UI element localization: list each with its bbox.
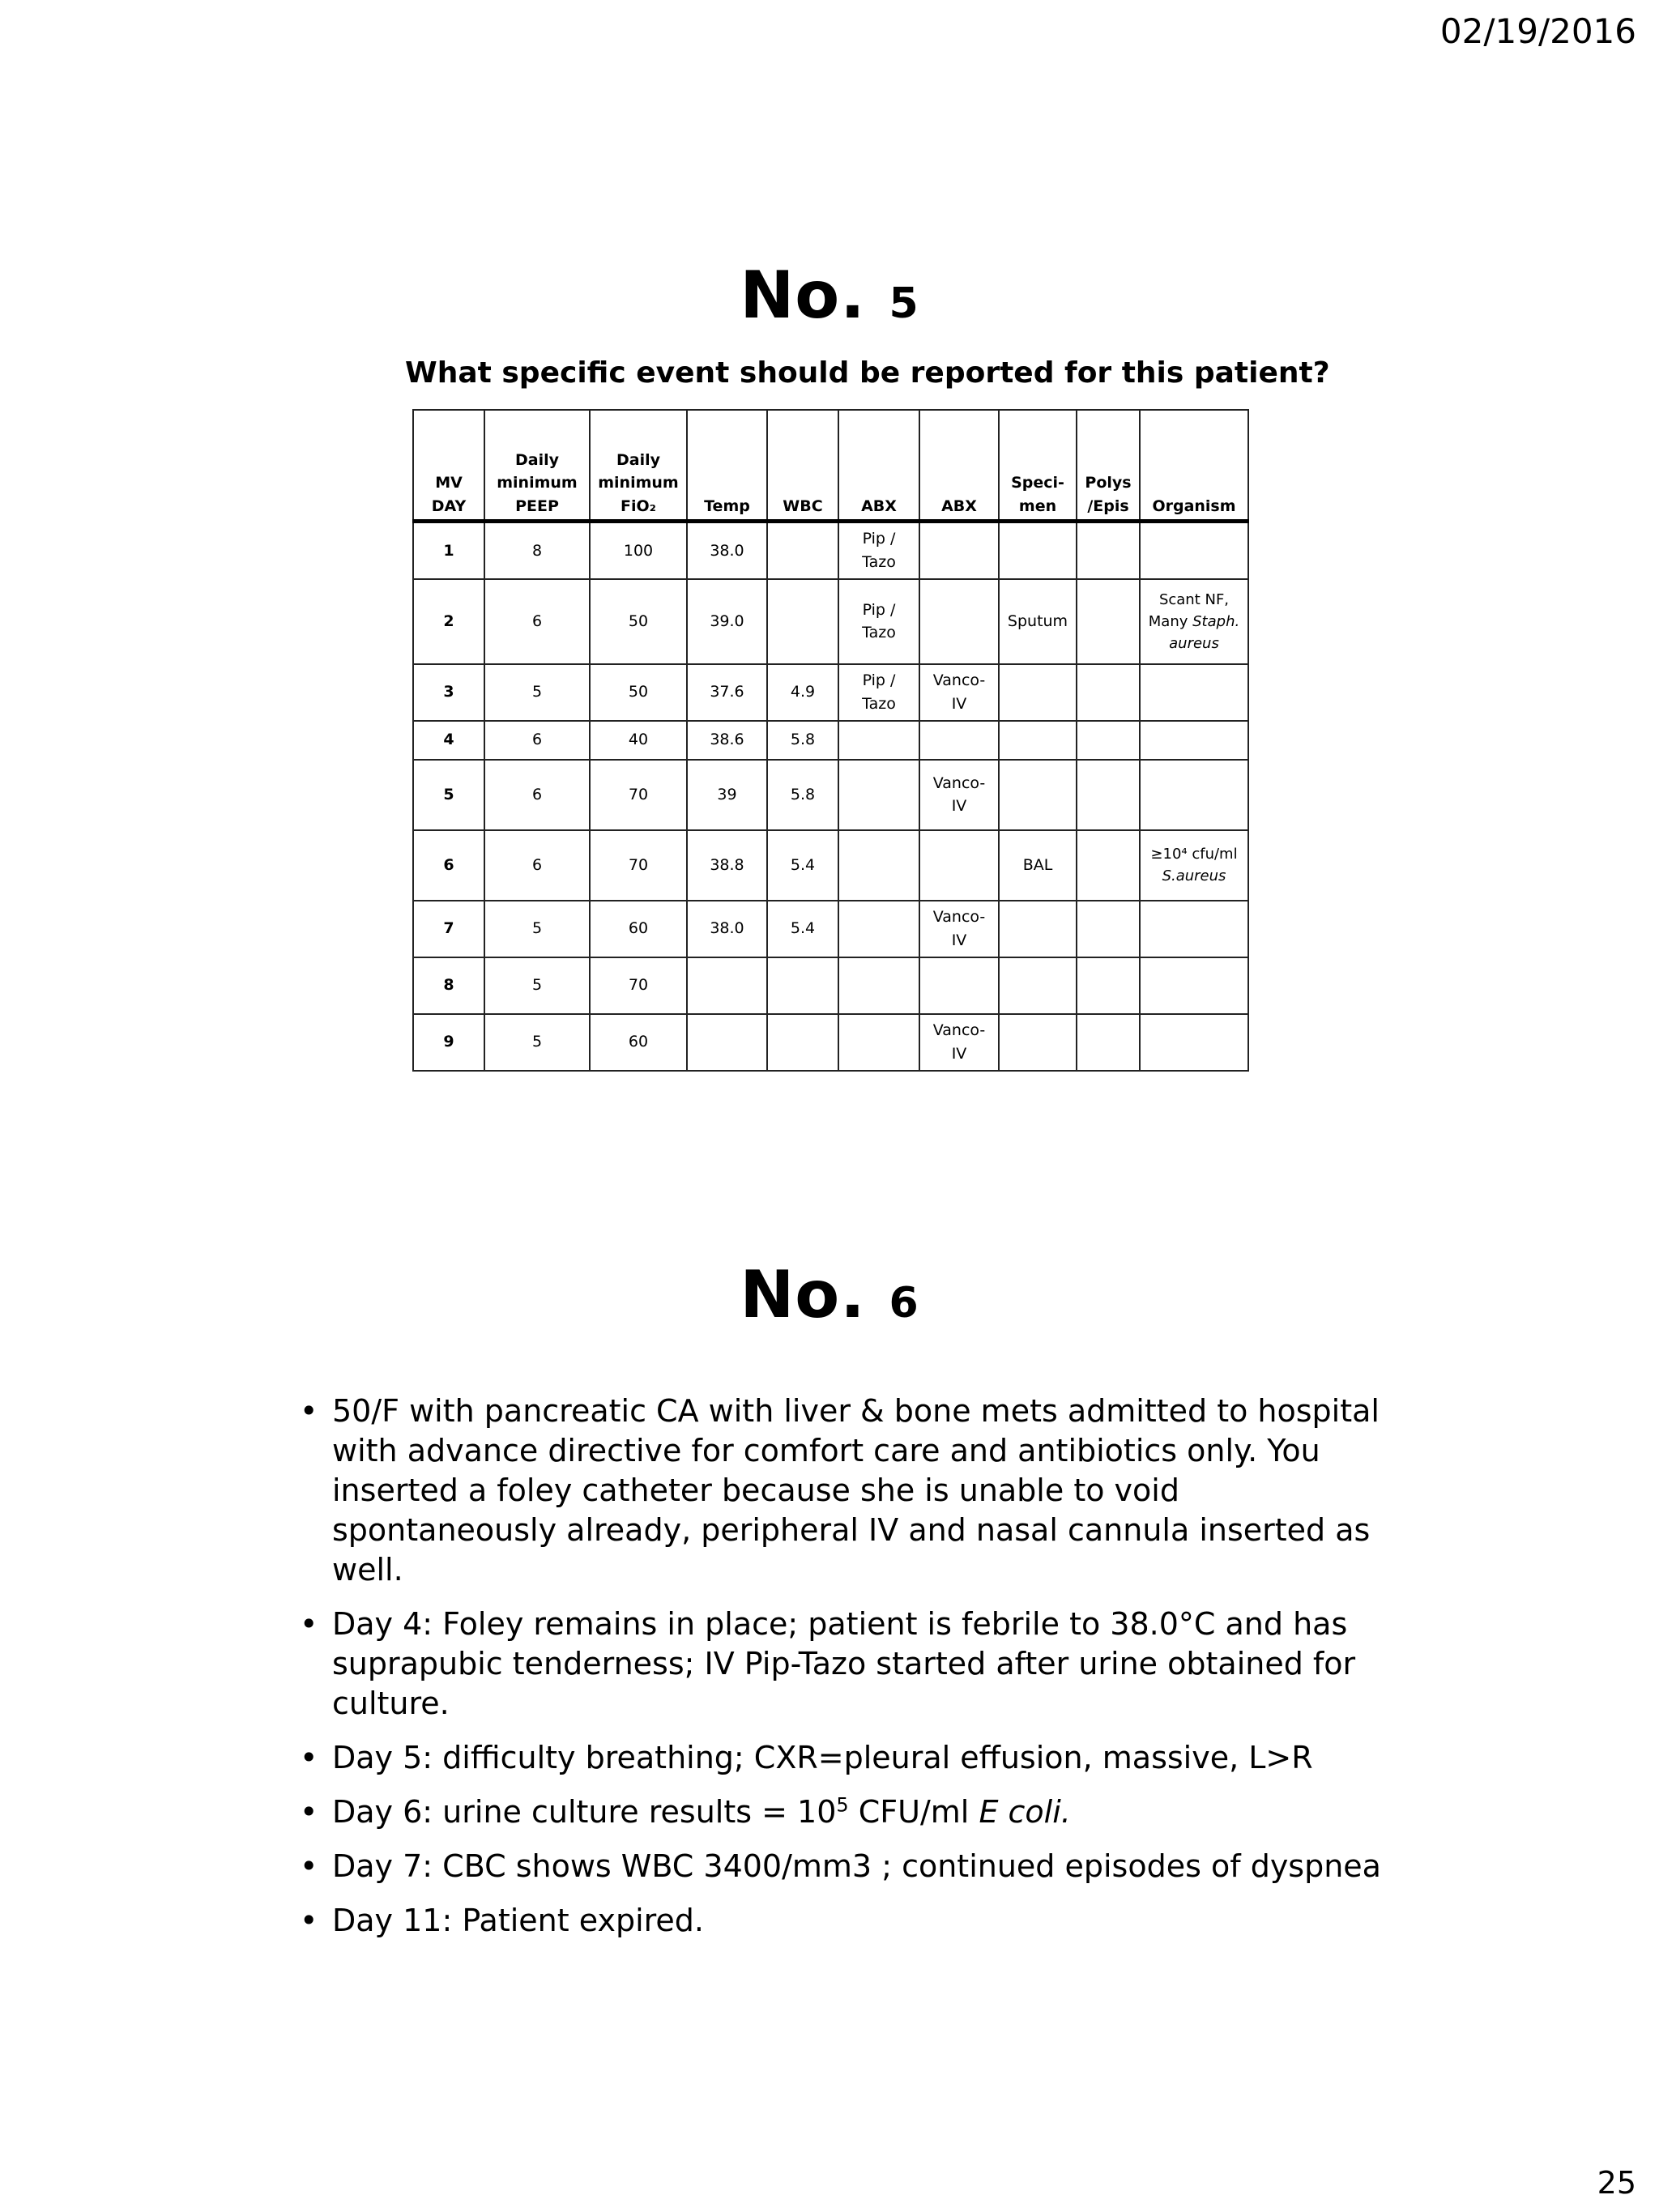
cell-peep: 5: [484, 901, 590, 957]
cell-peep: 6: [484, 721, 590, 760]
case-table-header: [413, 410, 1248, 522]
cell-day: 4: [413, 721, 484, 760]
cell-day: 7: [413, 901, 484, 957]
cell-polys: [1077, 957, 1140, 1014]
cell-organism: [1140, 664, 1248, 721]
cell-peep: 6: [484, 579, 590, 664]
cell-day: 2: [413, 579, 484, 664]
cell-specimen: [999, 721, 1077, 760]
cell-day: 3: [413, 664, 484, 721]
cell-polys: [1077, 901, 1140, 957]
bullet-text-continued: CFU/ml: [848, 1794, 979, 1830]
cell-peep: 5: [484, 664, 590, 721]
bullet-superscript: 5: [836, 1793, 849, 1817]
cell-fio2: 50: [590, 579, 687, 664]
organism-text: ≥10⁴ cfu/ml: [1150, 846, 1238, 863]
cell-specimen: Sputum: [999, 579, 1077, 664]
header-row: [413, 410, 1248, 522]
cell-fio2: 50: [590, 664, 687, 721]
cell-fio2: 40: [590, 721, 687, 760]
cell-temp: 38.0: [687, 522, 767, 579]
cell-organism: [1140, 1014, 1248, 1071]
cell-abx2: Vanco- IV: [919, 664, 999, 721]
table-row: [413, 664, 1248, 721]
bullet-item: [300, 1738, 1385, 1778]
date-label: 02/19/2016: [1439, 11, 1636, 51]
cell-polys: [1077, 760, 1140, 830]
table-row: [413, 721, 1248, 760]
cell-abx2: Vanco- IV: [919, 760, 999, 830]
cell-day: 6: [413, 830, 484, 901]
cell-abx1: Pip / Tazo: [838, 579, 919, 664]
cell-specimen: [999, 957, 1077, 1014]
cell-abx1: [838, 760, 919, 830]
cell-wbc: 5.4: [767, 830, 838, 901]
cell-abx2: Vanco- IV: [919, 1014, 999, 1071]
bullet-italic-text: E coli.: [979, 1794, 1071, 1830]
cell-abx2: [919, 579, 999, 664]
cell-abx2: [919, 957, 999, 1014]
cell-polys: [1077, 579, 1140, 664]
cell-polys: [1077, 522, 1140, 579]
table-row: [413, 830, 1248, 901]
cell-peep: 8: [484, 522, 590, 579]
bullet-dot: •: [300, 1794, 318, 1830]
cell-fio2: 70: [590, 760, 687, 830]
slide-5-title-number: 5: [889, 279, 919, 328]
cell-organism: [1140, 721, 1248, 760]
table-row: [413, 901, 1248, 957]
organism-text: Scant NF, Many: [1148, 590, 1230, 630]
cell-wbc: [767, 957, 838, 1014]
bullet-item: [300, 1605, 1385, 1724]
cell-abx2: [919, 830, 999, 901]
cell-abx1: [838, 721, 919, 760]
bullet-text: 50/F with pancreatic CA with liver & bone mets admitted to hospital with advance directive for comfort care and antibiotics only. You inserted a foley catheter because she is unable to void spontaneously already, peripheral IV and nasal cannula inserted as well.: [332, 1393, 1380, 1588]
case-bullet-list: [300, 1392, 1385, 1955]
slide-6-title-word: No.: [740, 1257, 866, 1332]
cell-temp: 37.6: [687, 664, 767, 721]
cell-wbc: 5.8: [767, 760, 838, 830]
column-header: WBC: [767, 410, 838, 522]
cell-abx2: Vanco- IV: [919, 901, 999, 957]
cell-peep: 5: [484, 957, 590, 1014]
slide-5-question: What specific event should be reported for this patient?: [405, 356, 1330, 390]
cell-temp: 39.0: [687, 579, 767, 664]
cell-specimen: [999, 760, 1077, 830]
cell-wbc: 5.8: [767, 721, 838, 760]
table-row: [413, 522, 1248, 579]
cell-fio2: 60: [590, 901, 687, 957]
cell-specimen: [999, 522, 1077, 579]
cell-temp: [687, 957, 767, 1014]
table-row: [413, 957, 1248, 1014]
cell-organism: [1140, 830, 1248, 901]
cell-specimen: [999, 901, 1077, 957]
cell-specimen: [999, 664, 1077, 721]
cell-wbc: [767, 579, 838, 664]
table-row: [413, 1014, 1248, 1071]
table-row: [413, 579, 1248, 664]
bullet-text: Day 11: Patient expired.: [332, 1903, 704, 1938]
cell-day: 1: [413, 522, 484, 579]
cell-temp: 38.6: [687, 721, 767, 760]
cell-polys: [1077, 664, 1140, 721]
bullet-item: [300, 1392, 1385, 1590]
cell-specimen: BAL: [999, 830, 1077, 901]
cell-fio2: 70: [590, 957, 687, 1014]
bullet-item: [300, 1901, 1385, 1941]
cell-wbc: [767, 522, 838, 579]
bullet-text: Day 7: CBC shows WBC 3400/mm3 ; continued episodes of dyspnea: [332, 1848, 1381, 1884]
cell-organism: [1140, 957, 1248, 1014]
cell-polys: [1077, 721, 1140, 760]
cell-temp: 39: [687, 760, 767, 830]
cell-organism: [1140, 901, 1248, 957]
organism-italic-text: Staph. aureus: [1169, 612, 1240, 652]
cell-day: 8: [413, 957, 484, 1014]
cell-organism: [1140, 760, 1248, 830]
bullet-dot: •: [300, 1606, 318, 1642]
cell-wbc: 4.9: [767, 664, 838, 721]
bullet-text: Day 5: difficulty breathing; CXR=pleural effusion, massive, L>R: [332, 1740, 1313, 1775]
cell-abx1: [838, 957, 919, 1014]
organism-italic-text: S.aureus: [1162, 867, 1226, 884]
cell-day: 9: [413, 1014, 484, 1071]
bullet-item: [300, 1847, 1385, 1886]
bullet-item: [300, 1792, 1385, 1832]
cell-temp: 38.8: [687, 830, 767, 901]
cell-temp: [687, 1014, 767, 1071]
column-header: Temp: [687, 410, 767, 522]
bullet-dot: •: [300, 1740, 318, 1775]
cell-day: 5: [413, 760, 484, 830]
cell-fio2: 60: [590, 1014, 687, 1071]
cell-specimen: [999, 1014, 1077, 1071]
cell-polys: [1077, 830, 1140, 901]
column-header: ABX: [838, 410, 919, 522]
column-header: ABX: [919, 410, 999, 522]
cell-fio2: 70: [590, 830, 687, 901]
table-row: [413, 760, 1248, 830]
cell-peep: 6: [484, 760, 590, 830]
bullet-dot: •: [300, 1903, 318, 1938]
column-header: Polys /Epis: [1077, 410, 1140, 522]
case-table-body: [413, 522, 1248, 1071]
slide-5-title: [0, 258, 1659, 333]
cell-abx2: [919, 522, 999, 579]
cell-abx1: Pip / Tazo: [838, 522, 919, 579]
cell-abx2: [919, 721, 999, 760]
cell-organism: [1140, 579, 1248, 664]
cell-abx1: [838, 901, 919, 957]
cell-peep: 6: [484, 830, 590, 901]
slide-6-title-number: 6: [889, 1279, 919, 1328]
cell-peep: 5: [484, 1014, 590, 1071]
slide-5-title-word: No.: [740, 258, 866, 333]
cell-organism: [1140, 522, 1248, 579]
cell-wbc: [767, 1014, 838, 1071]
column-header: MV DAY: [413, 410, 484, 522]
cell-abx1: [838, 830, 919, 901]
page-number: 25: [1597, 2165, 1636, 2201]
cell-polys: [1077, 1014, 1140, 1071]
column-header: Daily minimum FiO₂: [590, 410, 687, 522]
bullet-text: Day 6: urine culture results = 10: [332, 1794, 837, 1830]
cell-temp: 38.0: [687, 901, 767, 957]
column-header: Organism: [1140, 410, 1248, 522]
slide-6-title: [0, 1257, 1659, 1332]
bullet-dot: •: [300, 1848, 318, 1884]
bullet-dot: •: [300, 1393, 318, 1429]
column-header: Daily minimum PEEP: [484, 410, 590, 522]
cell-abx1: Pip / Tazo: [838, 664, 919, 721]
cell-wbc: 5.4: [767, 901, 838, 957]
cell-abx1: [838, 1014, 919, 1071]
case-table: [412, 409, 1249, 1072]
cell-fio2: 100: [590, 522, 687, 579]
bullet-text: Day 4: Foley remains in place; patient is febrile to 38.0°C and has suprapubic tenderness; IV Pip-Tazo started after urine obtained for culture.: [332, 1606, 1356, 1721]
column-header: Speci- men: [999, 410, 1077, 522]
